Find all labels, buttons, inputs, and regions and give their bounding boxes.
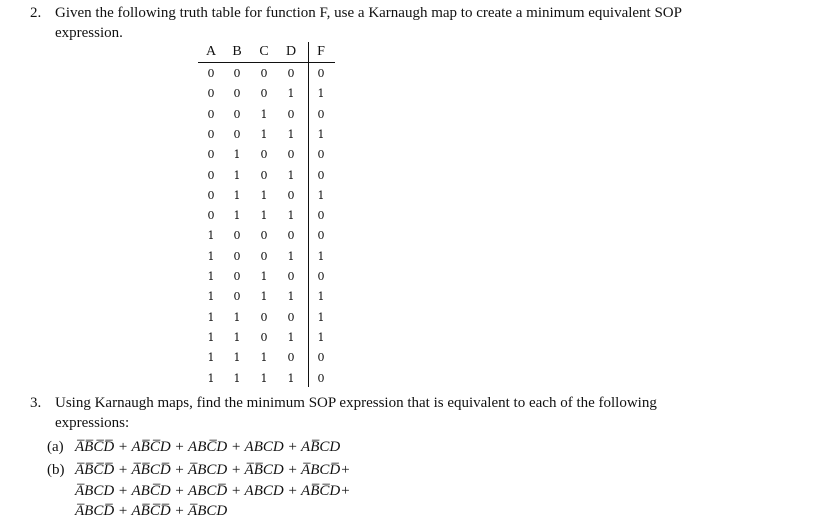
truth-table-cell: 0 (207, 148, 215, 162)
truth-table-cell: 0 (260, 148, 268, 162)
truth-table-cell: 0 (287, 188, 295, 202)
truth-table-cell: 0 (233, 127, 241, 141)
truth-table-cell: 0 (317, 229, 325, 243)
truth-table-cell: 0 (317, 209, 325, 223)
truth-table-cell: 1 (207, 371, 215, 385)
truth-table-cell: 0 (260, 249, 268, 263)
truth-table-header-f: F (317, 44, 325, 59)
truth-table-cell: 1 (233, 148, 241, 162)
truth-table-header-a: A (205, 44, 217, 59)
truth-table-cell: 1 (287, 209, 295, 223)
truth-table-cell: 0 (233, 67, 241, 80)
truth-table-cell: 1 (287, 168, 295, 182)
truth-table-cell: 0 (317, 67, 325, 80)
truth-table-cell: 1 (287, 290, 295, 304)
truth-table-cell: 1 (207, 229, 215, 243)
truth-table-cell: 0 (317, 351, 325, 365)
truth-table-cell: 1 (207, 290, 215, 304)
truth-table-cell: 1 (260, 107, 268, 121)
truth-table-cell: 0 (207, 168, 215, 182)
question-3b-label: (b) (47, 462, 65, 478)
truth-table-cell: 1 (207, 310, 215, 324)
truth-table-cell: 1 (207, 249, 215, 263)
truth-table-header-b: B (232, 44, 242, 59)
truth-table-cell: 0 (317, 371, 325, 385)
truth-table-cell: 1 (233, 351, 241, 365)
truth-table-cell: 1 (260, 290, 268, 304)
question-3b-expression-line1: A̅B̅C̅D̅ + A̅B̅CD̅ + A̅BCD + A̅B̅CD + A̅BCD̅+ (75, 462, 351, 478)
truth-table-cell: 1 (317, 188, 325, 202)
question-3-text-line2: expressions: (55, 415, 130, 431)
truth-table-output-divider (308, 42, 309, 387)
truth-table-cell: 1 (260, 188, 268, 202)
question-3b-expression-line3: A̅BCD̅ + AB̅C̅D̅ + A̅BCD (75, 503, 228, 519)
question-2-text-line2: expression. (55, 25, 123, 41)
truth-table-cell: 1 (260, 371, 268, 385)
truth-table-cell: 1 (317, 249, 325, 263)
truth-table-cell: 1 (233, 330, 241, 344)
question-3b-expression-line2: A̅BCD + ABC̅D + ABCD̅ + ABCD + AB̅C̅D+ (75, 483, 351, 499)
truth-table-cell: 0 (207, 127, 215, 141)
truth-table-cell: 0 (233, 87, 241, 101)
question-2-text-line1: Given the following truth table for function F, use a Karnaugh map to create a minimum equivalent SOP (55, 5, 682, 21)
truth-table-cell: 0 (260, 229, 268, 243)
truth-table-header-d: D (285, 44, 297, 59)
truth-table-cell: 1 (260, 351, 268, 365)
truth-table-cell: 0 (260, 168, 268, 182)
question-3-number: 3. (30, 395, 42, 411)
truth-table-cell: 1 (207, 330, 215, 344)
question-3a-label: (a) (47, 439, 64, 455)
truth-table-cell: 1 (317, 290, 325, 304)
truth-table-cell: 0 (287, 107, 295, 121)
truth-table-cell: 1 (233, 188, 241, 202)
truth-table-cell: 0 (287, 351, 295, 365)
truth-table-cell: 0 (287, 310, 295, 324)
truth-table-cell: 0 (287, 229, 295, 243)
truth-table-cell: 1 (260, 270, 268, 283)
truth-table-cell: 0 (287, 270, 295, 283)
truth-table-cell: 0 (260, 67, 268, 80)
truth-table-cell: 1 (317, 330, 325, 344)
truth-table-cell: 1 (207, 351, 215, 365)
truth-table-cell: 0 (207, 107, 215, 121)
truth-table-cell: 0 (207, 87, 215, 101)
truth-table-cell: 0 (233, 107, 241, 121)
truth-table-cell: 0 (260, 330, 268, 344)
truth-table-cell: 1 (287, 249, 295, 263)
truth-table-cell: 1 (317, 310, 325, 324)
truth-table-cell: 0 (317, 107, 325, 121)
truth-table-cell: 0 (317, 270, 325, 283)
truth-table-cell: 1 (287, 87, 295, 101)
truth-table-cell: 0 (233, 270, 241, 283)
question-2-number: 2. (30, 5, 42, 21)
question-3-text-line1: Using Karnaugh maps, find the minimum SOP expression that is equivalent to each of the following (55, 395, 657, 411)
truth-table-cell: 0 (260, 87, 268, 101)
truth-table-cell: 1 (233, 209, 241, 223)
truth-table-cell: 0 (287, 148, 295, 162)
truth-table-cell: 0 (233, 290, 241, 304)
truth-table-cell: 1 (233, 310, 241, 324)
truth-table-cell: 0 (317, 168, 325, 182)
truth-table-cell: 1 (287, 330, 295, 344)
truth-table-cell: 1 (317, 87, 325, 101)
truth-table-cell: 0 (260, 310, 268, 324)
truth-table-cell: 0 (287, 67, 295, 80)
question-3a-expression: A̅B̅C̅D̅ + AB̅C̅D + ABC̅D + ABCD + AB̅CD (75, 439, 341, 455)
truth-table-cell: 1 (260, 209, 268, 223)
truth-table-cell: 1 (233, 371, 241, 385)
truth-table-cell: 0 (233, 229, 241, 243)
truth-table-cell: 0 (317, 148, 325, 162)
truth-table-header-c: C (259, 44, 269, 59)
truth-table-cell: 0 (207, 188, 215, 202)
truth-table-cell: 1 (207, 270, 215, 283)
truth-table-header-rule (198, 62, 335, 63)
truth-table-cell: 1 (287, 371, 295, 385)
truth-table-cell: 0 (233, 249, 241, 263)
truth-table-cell: 0 (207, 209, 215, 223)
truth-table-cell: 1 (317, 127, 325, 141)
truth-table-cell: 1 (287, 127, 295, 141)
truth-table-cell: 1 (233, 168, 241, 182)
truth-table-cell: 0 (207, 67, 215, 80)
truth-table-cell: 1 (260, 127, 268, 141)
